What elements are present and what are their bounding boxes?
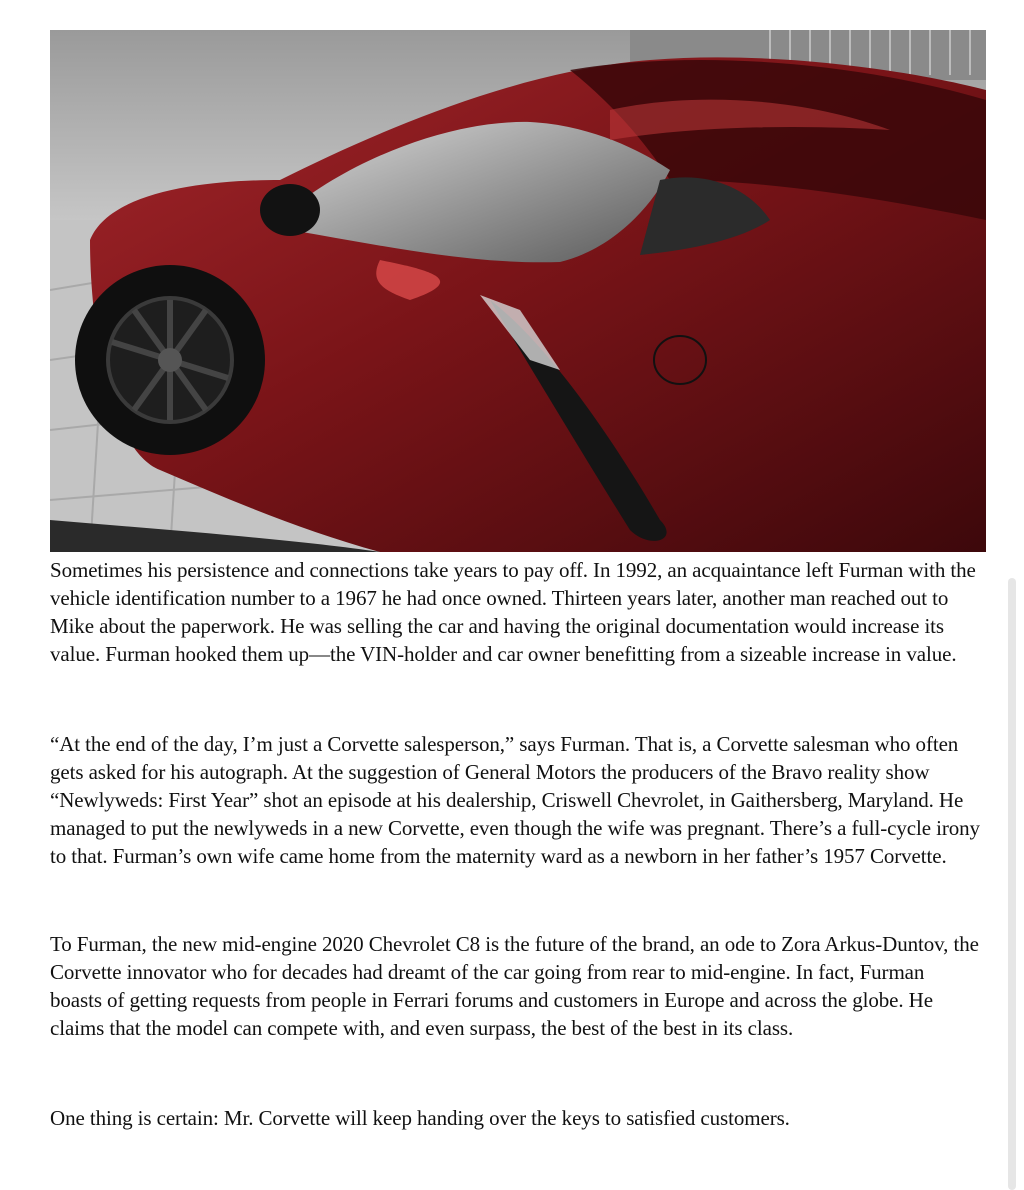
article-photo <box>50 30 986 552</box>
wheel-hub <box>158 348 182 372</box>
article-paragraph-1: Sometimes his persistence and connections take years to pay off. In 1992, an acquaintance left Furman with the vehicle identification number to a 1967 he had once owned. Thirteen years later, another man reached out to Mike about the paperwork. He was selling the car and having the original documentation would increase its value. Furman hooked them up—the VIN-holder and car owner benefitting from a sizeable increase in value. <box>50 558 976 666</box>
article-paragraph-2: “At the end of the day, I’m just a Corvette salesperson,” says Furman. That is, a Corvette salesman who often gets asked for his autograph. At the suggestion of General Motors the producers of the Bravo reality show “Newlyweds: First Year” shot an episode at his dealership, Criswell Chevrolet, in Gaithersberg, Maryland. He managed to put the newlyweds in a new Corvette, even though the wife was pregnant. There’s a full-cycle irony to that. Furman’s own wife came home from the maternity ward as a newborn in her father’s 1957 Corvette. <box>50 732 980 868</box>
corvette-photo-illustration <box>50 30 986 552</box>
side-mirror <box>260 184 320 236</box>
article-paragraph-4: One thing is certain: Mr. Corvette will keep handing over the keys to satisfied customers. <box>50 1106 790 1130</box>
scrollbar[interactable] <box>1008 578 1016 1190</box>
article-paragraph-3: To Furman, the new mid-engine 2020 Chevrolet C8 is the future of the brand, an ode to Zora Arkus-Duntov, the Corvette innovator who for decades had dreamt of the car going from rear to mid-engine. In fact, Furman boasts of getting requests from people in Ferrari forums and customers in Europe and across the globe. He claims that the model can compete with, and even surpass, the best of the best in its class. <box>50 932 979 1040</box>
